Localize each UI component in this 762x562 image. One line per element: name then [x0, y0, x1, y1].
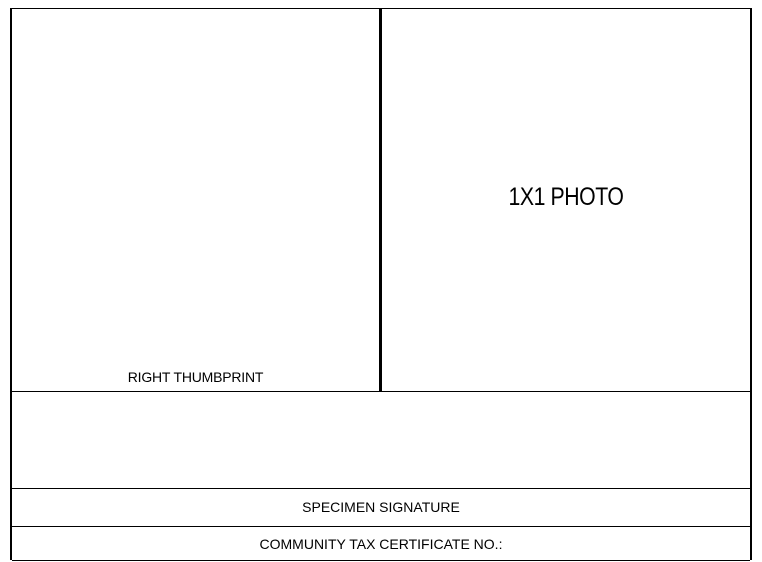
- photo-box: [382, 9, 750, 391]
- photo-label: 1X1 PHOTO: [508, 183, 624, 211]
- signature-label: SPECIMEN SIGNATURE: [12, 489, 750, 527]
- top-row: [12, 9, 750, 392]
- identification-form: [10, 8, 752, 560]
- thumbprint-label: RIGHT THUMBPRINT: [127, 369, 264, 385]
- thumbprint-box: [12, 9, 382, 391]
- signature-area: [12, 392, 750, 489]
- community-tax-certificate-label: COMMUNITY TAX CERTIFICATE NO.:: [12, 527, 750, 561]
